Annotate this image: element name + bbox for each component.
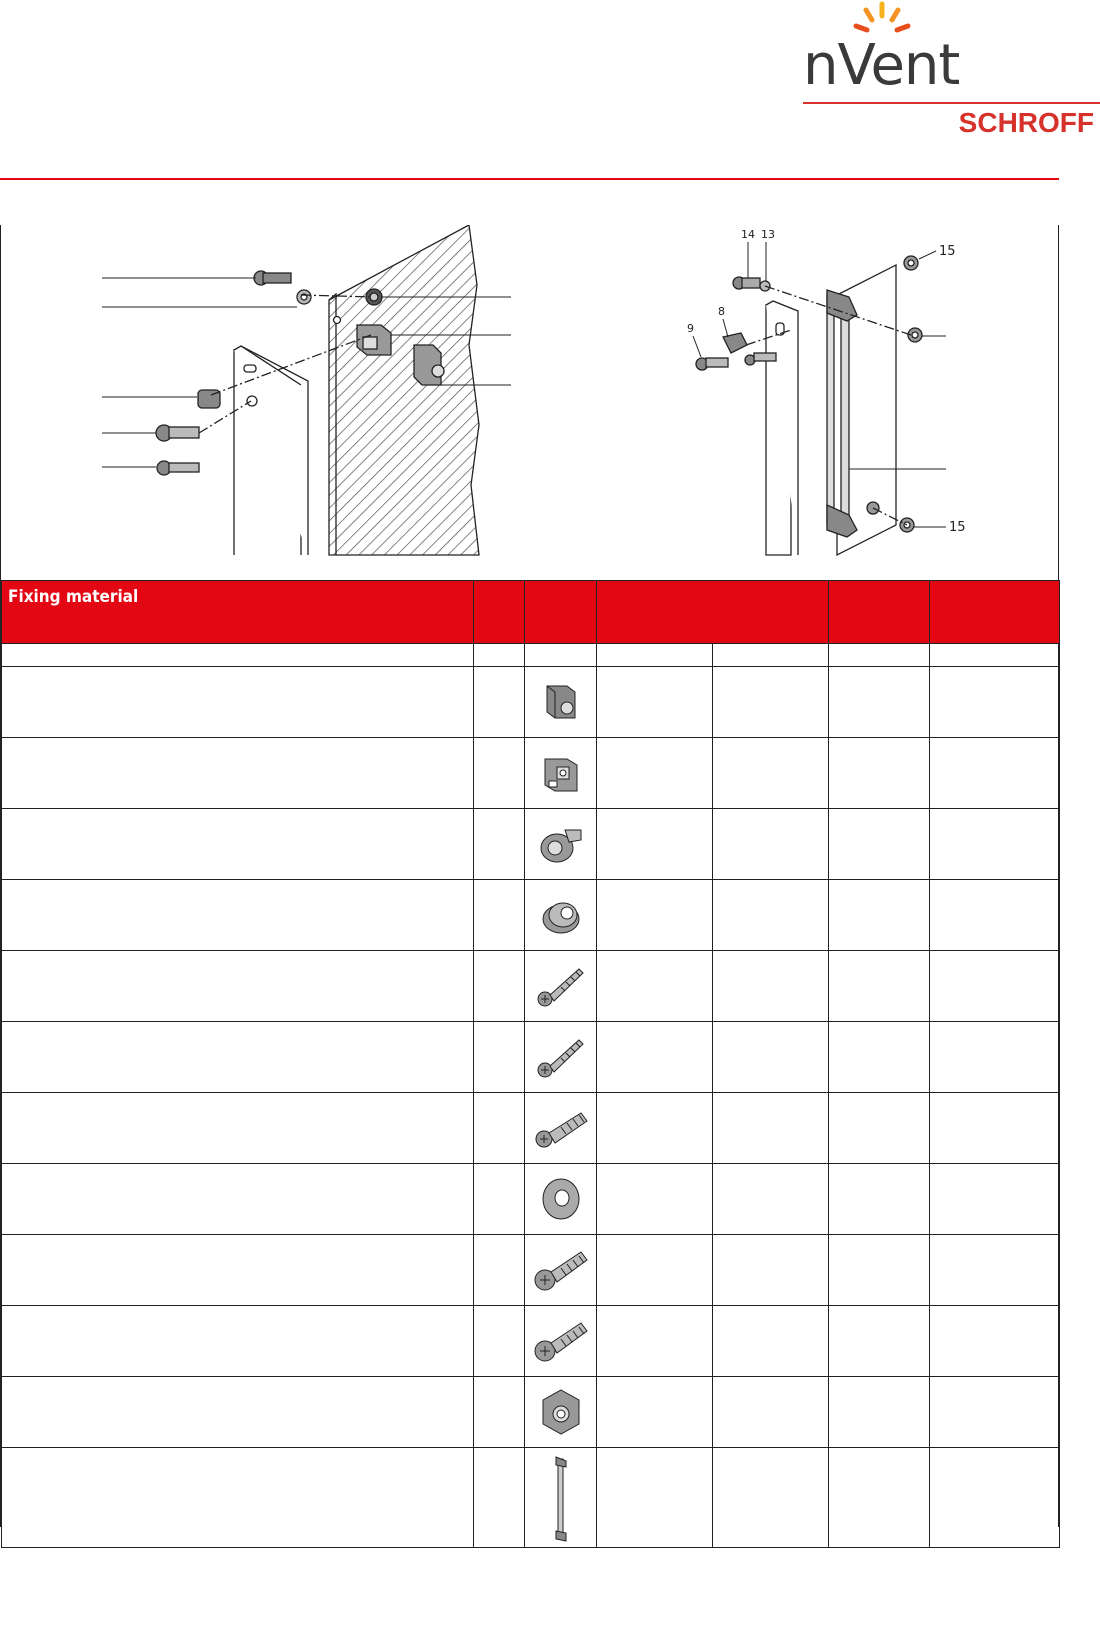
table-cell xyxy=(2,1235,474,1306)
logo-wordmark: nVent xyxy=(803,33,960,98)
washer-icon xyxy=(536,1174,586,1224)
table-cell xyxy=(2,1022,474,1093)
table-cell xyxy=(597,1448,713,1548)
table-cell xyxy=(713,1093,829,1164)
content-frame xyxy=(0,225,1059,1527)
snap-clip-icon xyxy=(535,820,587,868)
table-cell xyxy=(930,951,1060,1022)
table-cell xyxy=(713,880,829,951)
callout-8: 8 xyxy=(718,305,725,318)
table-cell xyxy=(829,880,930,951)
table-cell xyxy=(713,1306,829,1377)
assembly-drawing xyxy=(1,225,1060,580)
table-cell xyxy=(930,1235,1060,1306)
table-cell xyxy=(2,1448,474,1548)
table-cell xyxy=(2,1377,474,1448)
part-icon-cell xyxy=(525,951,597,1022)
table-cell xyxy=(713,951,829,1022)
rail-strip-icon xyxy=(546,1453,576,1543)
table-cell xyxy=(2,880,474,951)
table-row xyxy=(2,1093,1060,1164)
table-cell xyxy=(474,809,525,880)
collar-bush-icon xyxy=(537,891,585,939)
header-cell xyxy=(525,581,597,644)
table-row xyxy=(2,1235,1060,1306)
table-cell xyxy=(2,1093,474,1164)
table-cell xyxy=(930,1164,1060,1235)
part-icon-cell xyxy=(525,1377,597,1448)
table-cell xyxy=(930,1448,1060,1548)
part-icon-cell xyxy=(525,1235,597,1306)
header-cell xyxy=(597,581,829,644)
table-cell xyxy=(829,1093,930,1164)
table-cell xyxy=(474,1022,525,1093)
callout-15-bottom: 15 xyxy=(949,520,966,535)
table-row xyxy=(2,738,1060,809)
table-row xyxy=(2,1164,1060,1235)
part-icon-cell xyxy=(525,1448,597,1548)
countersunk-screw-icon xyxy=(531,1103,591,1153)
part-icon-cell xyxy=(525,809,597,880)
table-row xyxy=(2,1448,1060,1548)
table-cell xyxy=(829,667,930,738)
right-assembly xyxy=(693,242,946,555)
table-cell xyxy=(829,1448,930,1548)
part-icon-cell xyxy=(525,738,597,809)
pan-head-screw-icon xyxy=(531,1244,591,1296)
part-icon-cell xyxy=(525,1164,597,1235)
table-cell xyxy=(713,1164,829,1235)
table-cell xyxy=(474,1235,525,1306)
table-cell xyxy=(930,809,1060,880)
table-row xyxy=(2,1022,1060,1093)
table-cell xyxy=(713,1022,829,1093)
table-cell xyxy=(474,1306,525,1377)
table-cell xyxy=(829,738,930,809)
header-cell xyxy=(829,581,930,644)
table-cell xyxy=(829,1022,930,1093)
table-cell xyxy=(597,667,713,738)
long-screw-icon xyxy=(533,1032,589,1082)
callout-15-top: 15 xyxy=(939,244,956,259)
table-cell xyxy=(474,880,525,951)
table-cell xyxy=(930,880,1060,951)
pan-head-screw-icon xyxy=(531,1315,591,1367)
table-cell xyxy=(829,1235,930,1306)
table-cell xyxy=(597,951,713,1022)
table-cell xyxy=(829,951,930,1022)
table-row xyxy=(2,809,1060,880)
table-cell xyxy=(474,667,525,738)
table-cell xyxy=(713,809,829,880)
table-cell xyxy=(2,738,474,809)
table-header xyxy=(2,581,1060,644)
table-cell xyxy=(474,1164,525,1235)
callout-9: 9 xyxy=(687,322,694,335)
table-cell xyxy=(829,1306,930,1377)
table-cell xyxy=(713,1377,829,1448)
table-cell xyxy=(597,809,713,880)
table-cell xyxy=(474,1377,525,1448)
table-cell xyxy=(829,809,930,880)
part-icon-cell xyxy=(525,667,597,738)
table-cell xyxy=(930,1306,1060,1377)
callout-14: 14 xyxy=(741,228,755,241)
left-assembly xyxy=(102,225,511,555)
table-cell xyxy=(930,1093,1060,1164)
table-cell xyxy=(713,1448,829,1548)
table-cell xyxy=(474,1448,525,1548)
assembly-figure xyxy=(1,225,1060,580)
part-icon-cell xyxy=(525,1022,597,1093)
header-cell xyxy=(930,581,1060,644)
callout-13: 13 xyxy=(761,228,775,241)
table-cell xyxy=(597,1235,713,1306)
table-row xyxy=(2,880,1060,951)
brand-logo xyxy=(800,0,1100,140)
table-cell xyxy=(2,951,474,1022)
table-cell xyxy=(474,738,525,809)
table-cell xyxy=(2,667,474,738)
table-cell xyxy=(597,1022,713,1093)
fixing-material-table xyxy=(1,580,1060,1548)
table-cell xyxy=(713,738,829,809)
table-row xyxy=(2,667,1060,738)
table-cell xyxy=(597,1164,713,1235)
table-cell xyxy=(829,1377,930,1448)
table-cell xyxy=(597,880,713,951)
table-cell xyxy=(474,1093,525,1164)
table-cell xyxy=(2,1306,474,1377)
long-screw-icon xyxy=(533,961,589,1011)
table-cell xyxy=(829,1164,930,1235)
table-cell xyxy=(713,667,829,738)
table-subheader xyxy=(2,644,1060,667)
table-row xyxy=(2,1306,1060,1377)
table-row xyxy=(2,951,1060,1022)
logo-brand-name: SCHROFF xyxy=(958,107,1094,138)
logo-divider xyxy=(803,102,1100,104)
table-title: Fixing material xyxy=(2,581,474,644)
part-icon-cell xyxy=(525,1093,597,1164)
table-cell xyxy=(713,1235,829,1306)
part-icon-cell xyxy=(525,1306,597,1377)
table-cell xyxy=(597,1093,713,1164)
callout-numbers xyxy=(687,228,966,535)
table-cell xyxy=(930,738,1060,809)
part-icon-cell xyxy=(525,880,597,951)
table-cell xyxy=(930,1022,1060,1093)
table-cell xyxy=(930,1377,1060,1448)
table-cell xyxy=(2,1164,474,1235)
table-cell xyxy=(597,1377,713,1448)
table-row xyxy=(2,1377,1060,1448)
table-cell xyxy=(597,738,713,809)
table-cell xyxy=(597,1306,713,1377)
table-cell xyxy=(474,951,525,1022)
header-cell xyxy=(474,581,525,644)
header-rule xyxy=(0,178,1059,180)
hex-nut-icon xyxy=(537,1386,585,1438)
cage-nut-clip-icon xyxy=(537,749,585,797)
table-cell xyxy=(930,667,1060,738)
table-cell xyxy=(2,809,474,880)
bracket-clip-icon xyxy=(537,678,585,726)
